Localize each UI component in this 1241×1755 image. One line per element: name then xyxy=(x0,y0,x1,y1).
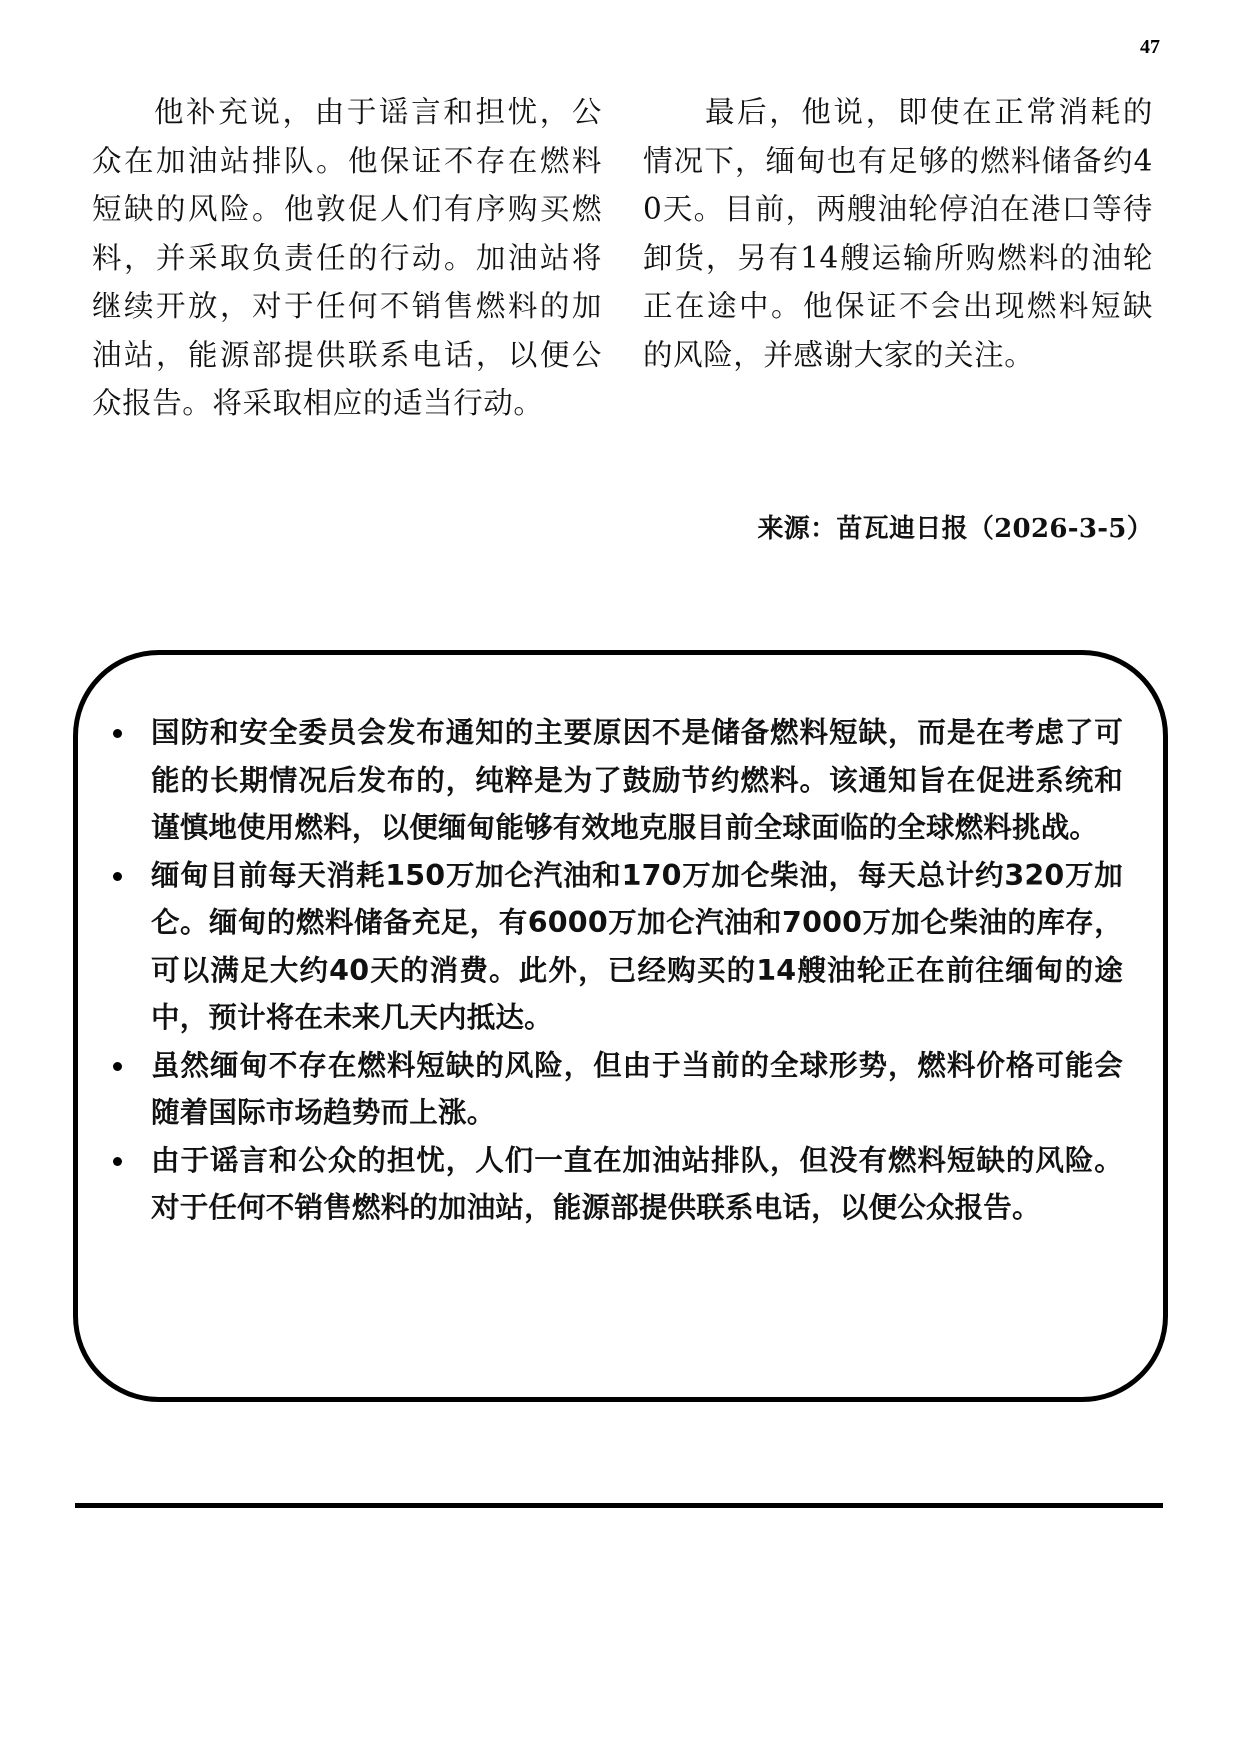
summary-item-text: 国防和安全委员会发布通知的主要原因不是储备燃料短缺，而是在考虑了可能的长期情况后发布的，纯粹是为了鼓励节约燃料。该通知旨在促进系统和谨慎地使用燃料，以便缅甸能够有效地克服目前全球面临的全球燃料挑战。 xyxy=(151,716,1123,844)
summary-list xyxy=(113,709,1123,1232)
summary-item xyxy=(113,852,1123,1042)
article-paragraph: 他补充说，由于谣言和担忧，公众在加油站排队。他保证不存在燃料短缺的风险。他敦促人们有序购买燃料，并采取负责任的行动。加油站将继续开放，对于任何不销售燃料的加油站，能源部提供联系电话，以便公众报告。将采取相应的适当行动。 xyxy=(92,95,602,420)
summary-box xyxy=(73,650,1168,1402)
bullet-icon xyxy=(113,729,122,738)
summary-item xyxy=(113,1042,1123,1137)
summary-item-text: 由于谣言和公众的担忧，人们一直在加油站排队，但没有燃料短缺的风险。对于任何不销售燃料的加油站，能源部提供联系电话，以便公众报告。 xyxy=(151,1143,1123,1224)
article-source: 来源：苗瓦迪日报（2026-3-5） xyxy=(757,514,1153,544)
summary-item xyxy=(113,1137,1123,1232)
article-column-right xyxy=(643,88,1153,379)
article-paragraph: 最后，他说，即使在正常消耗的情况下，缅甸也有足够的燃料储备约40天。目前，两艘油轮停泊在港口等待卸货，另有14艘运输所购燃料的油轮正在途中。他保证不会出现燃料短缺的风险，并感谢大家的关注。 xyxy=(643,95,1153,372)
bullet-icon xyxy=(113,1157,122,1166)
summary-item-text: 缅甸目前每天消耗150万加仑汽油和170万加仑柴油，每天总计约320万加仑。缅甸的燃料储备充足，有6000万加仑汽油和7000万加仑柴油的库存，可以满足大约40天的消费。此外，已经购买的14艘油轮正在前往缅甸的途中，预计将在未来几天内抵达。 xyxy=(151,858,1123,1034)
page-number: 47 xyxy=(1140,36,1160,58)
bullet-icon xyxy=(113,1062,122,1071)
summary-item-text: 虽然缅甸不存在燃料短缺的风险，但由于当前的全球形势，燃料价格可能会随着国际市场趋势而上涨。 xyxy=(151,1048,1123,1129)
summary-item xyxy=(113,709,1123,852)
bullet-icon xyxy=(113,872,122,881)
article-column-left xyxy=(92,88,602,428)
bottom-divider xyxy=(75,1503,1163,1508)
